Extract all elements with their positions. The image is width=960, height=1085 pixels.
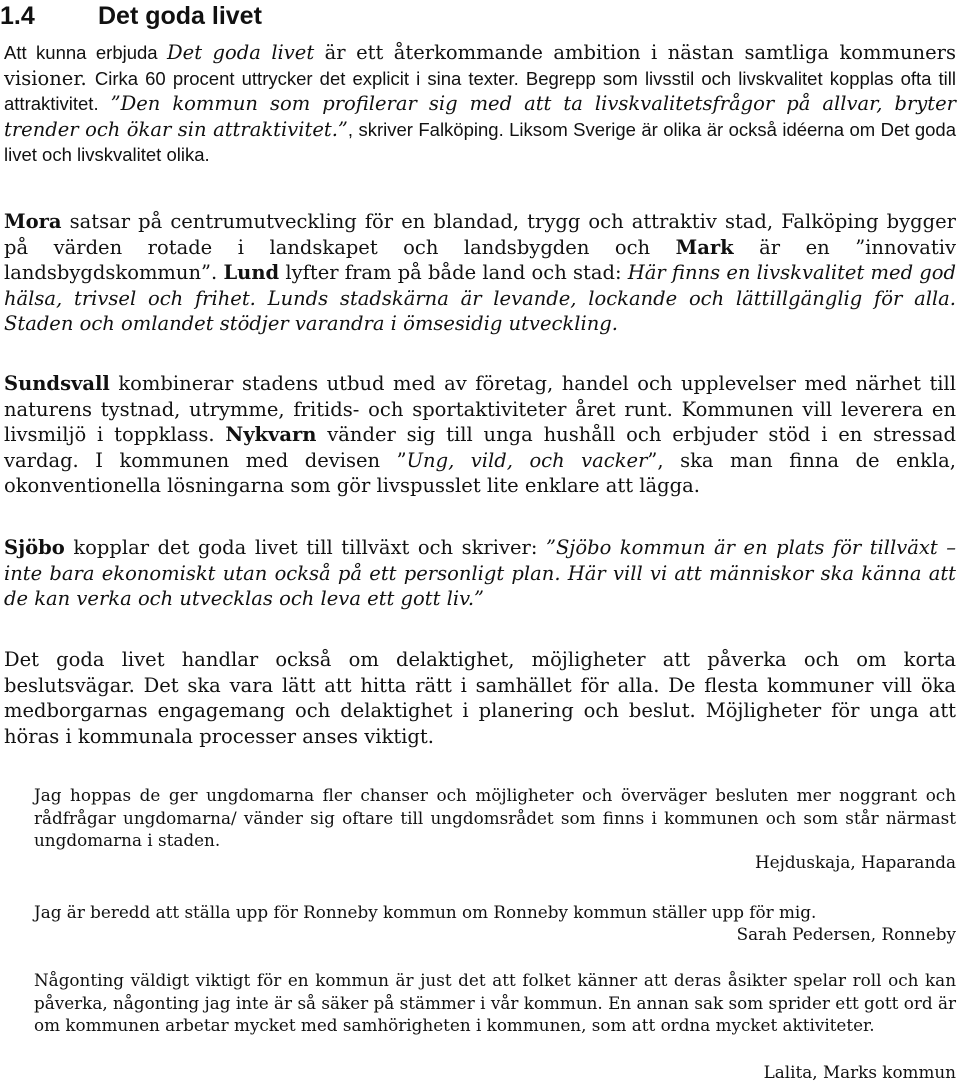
p3-motto: Ung, vild, och vacker [406, 448, 648, 472]
quote-author-1: Hejduskaja, Haparanda [755, 852, 956, 872]
intro-paragraph [4, 40, 956, 168]
youth-quote-3: Någonting väldigt viktigt för en kommun är just det att folket känner att deras åsikter spelar roll och kan påverka, någonting jag inte är så säker på stämmer i vår kommun. En annan sak som sprider ett gott ord är om kommunen arbetar mycket med samhörigheten i kommunen, som att ordna mycket aktiviteter. [34, 970, 956, 1035]
paragraph-mora-lund [4, 209, 956, 337]
p2-quote-lund: Här finns en livskvalitet med god hälsa, trivsel och frihet. Lunds stadskärna är levande, lockande och lättillgänglig för alla. Staden och omlandet stödjer varandra i ömsesidig utveckling. [4, 261, 956, 335]
p1-text-4: , skriver Falköping. Liksom Sverige är olika är också idéerna om Det goda livet och livskvalitet olika. [4, 118, 956, 165]
youth-quote-1: Jag hoppas de ger ungdomarna fler chanser och möjligheter och överväger besluten mer noggrant och rådfrågar ungdomarna/ vänder sig oftare till ungdomsrådet som finns i kommunen och som står närmast ungdomarna i staden. [34, 785, 956, 850]
p3-text-1: kombinerar stadens utbud med av företag, handel och upplevelser med närhet till naturens tystnad, utrymme, fritids- och sportaktiviteter året runt. Kommunen vill leverera en livsmiljö i toppklass. [4, 372, 956, 446]
municipality-mark: Mark [675, 235, 734, 259]
quote-author-2: Sarah Pedersen, Ronneby [736, 924, 956, 944]
p1-italic-title: Det goda livet [167, 41, 315, 64]
municipality-sjobo: Sjöbo [4, 536, 65, 559]
section-heading [0, 0, 262, 32]
section-title: Det goda livet [98, 2, 262, 30]
municipality-nykvarn: Nykvarn [225, 423, 317, 446]
section-number: 1.4 [0, 2, 35, 30]
p2-text-2: är en ”innovativ landsbygdskommun”. [4, 235, 957, 284]
p1-text-3: Cirka 60 procent uttrycker det explicit i sina texter. Begrepp som livsstil och livskvalitet kopplas ofta till attraktivitet. [4, 67, 956, 114]
p3-text-3: ”, ska man finna de enkla, okonventionella lösningarna som gör livspusslet lite enklare att lägga. [4, 448, 956, 497]
p1-text-2: är ett återkommande ambition i nästan samtliga kommuners visioner. [4, 41, 956, 90]
municipality-lund: Lund [223, 261, 280, 284]
municipality-sundsvall: Sundsvall [4, 372, 110, 395]
youth-quote-2: Jag är beredd att ställa upp för Ronneby kommun om Ronneby kommun ställer upp för mig. [34, 902, 817, 922]
p2-text-1: satsar på centrumutveckling för en blandad, trygg och attraktiv stad, Falköping bygger på värden rotade i landskapet och landsbygden och [4, 210, 956, 259]
municipality-mora: Mora [4, 210, 62, 233]
paragraph-sjobo [4, 535, 956, 612]
p2-text-3: lyfter fram på både land och stad: [279, 261, 628, 284]
paragraph-sundsvall-nykvarn [4, 371, 956, 499]
p4-text-1: kopplar det goda livet till tillväxt och skriver: [64, 536, 546, 559]
p1-text-1: Att kunna erbjuda [4, 42, 168, 63]
p1-quote-falkoping: ”Den kommun som profilerar sig med att ta livskvalitetsfrågor på allvar, bryter trender och ökar sin attraktivitet.” [4, 92, 956, 141]
p3-text-2: vänder sig till unga hushåll och erbjuder stöd i en stressad vardag. I kommunen med devisen ” [4, 423, 956, 472]
quote-author-3: Lalita, Marks kommun [763, 1062, 956, 1082]
p1-space [99, 92, 111, 115]
p4-quote-sjobo: ”Sjöbo kommun är en plats för tillväxt – inte bara ekonomiskt utan också på ett personligt plan. Här vill vi att människor ska känna att de kan verka och utvecklas och leva ett gott liv.” [4, 536, 956, 610]
paragraph-delaktighet: Det goda livet handlar också om delaktighet, möjligheter att påverka och om korta beslutsvägar. Det ska vara lätt att hitta rätt i samhället för alla. De flesta kommuner vill öka medborgarnas engagemang och delaktighet i planering och beslut. Möjligheter för unga att höras i kommunala processer anses viktigt. [4, 648, 956, 748]
